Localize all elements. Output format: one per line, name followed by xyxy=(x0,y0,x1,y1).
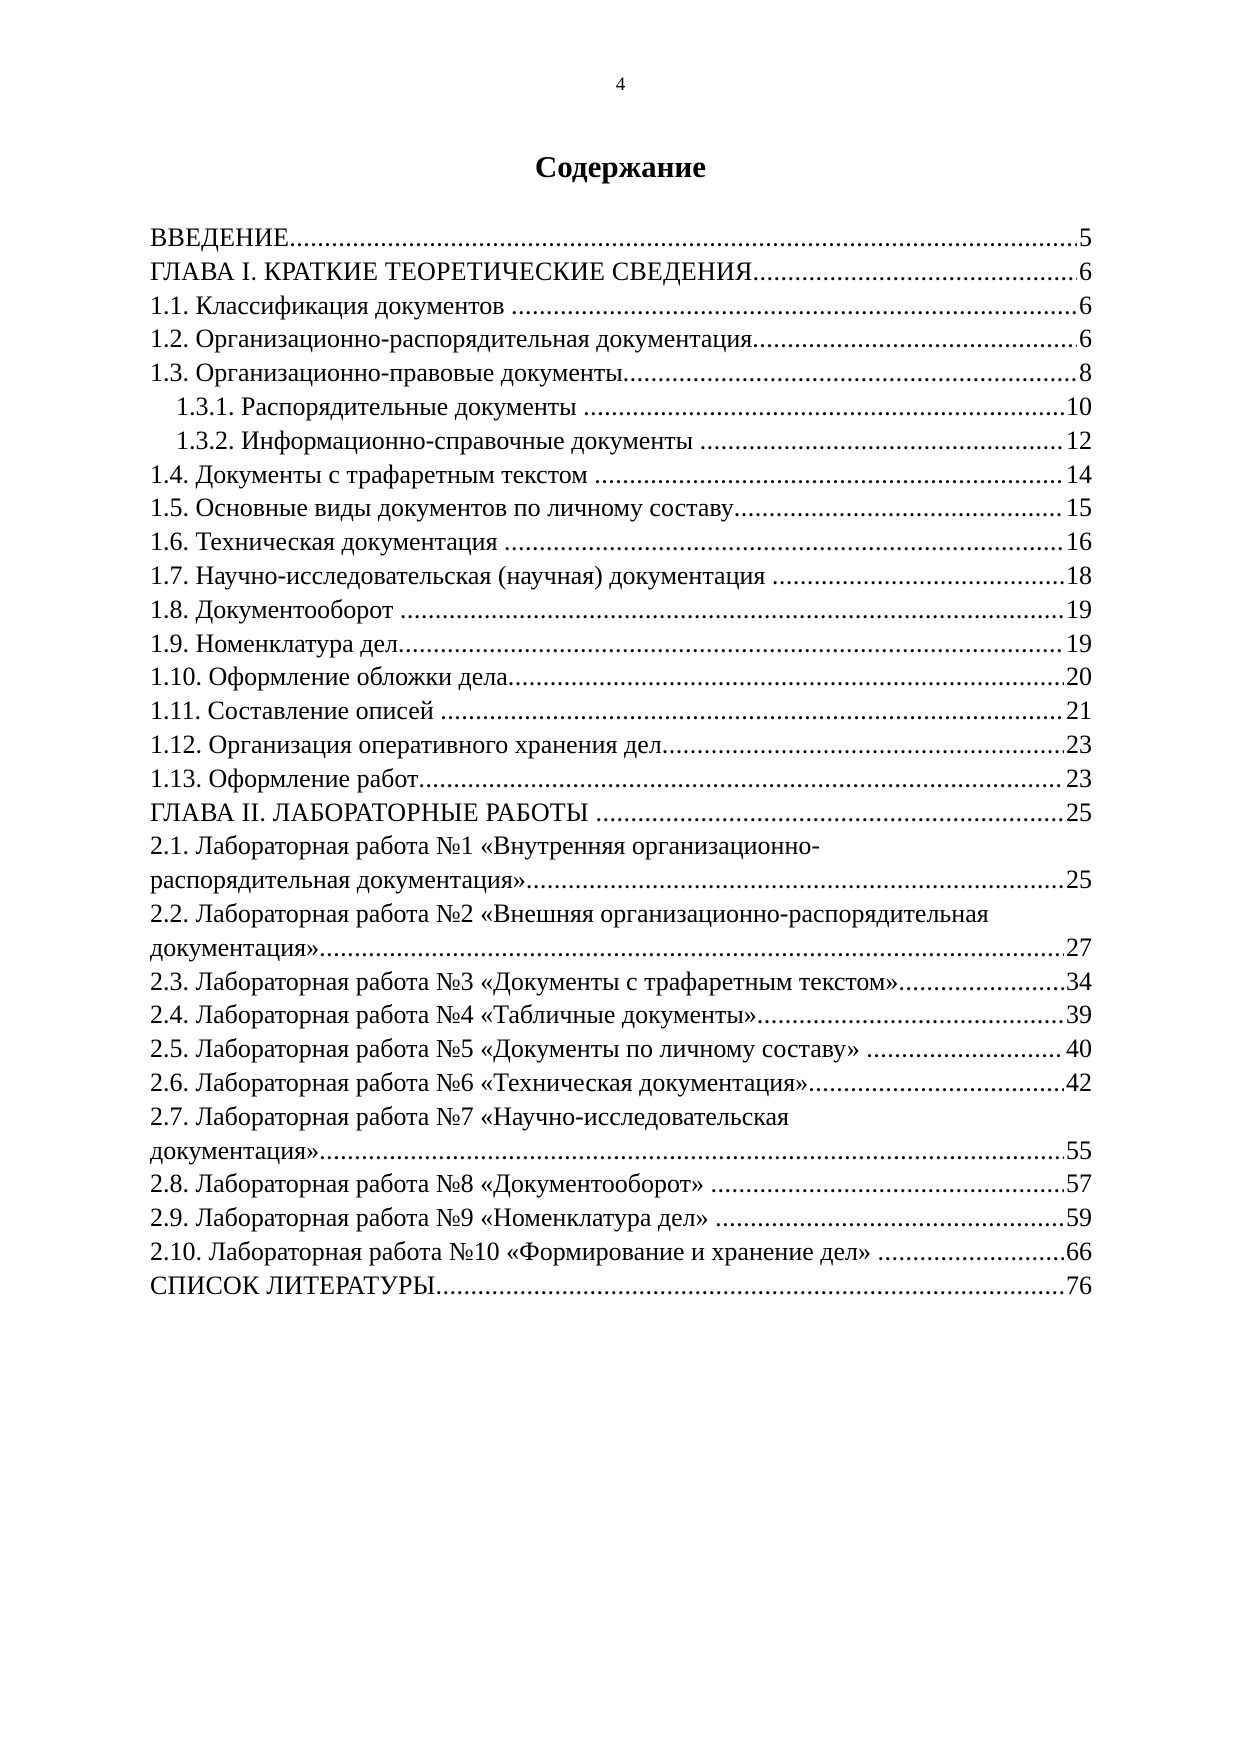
dot-leader xyxy=(400,593,1064,627)
toc-entry-page-number: 6 xyxy=(1079,290,1092,320)
dot-leader xyxy=(711,1167,1065,1201)
toc-line xyxy=(150,796,1092,830)
toc-entry[interactable] xyxy=(150,1269,1092,1303)
toc-entry[interactable] xyxy=(150,1167,1092,1201)
toc-line xyxy=(150,458,1092,492)
toc-entry-title: 1.12. Организация оперативного хранения дел xyxy=(150,729,662,759)
toc-line xyxy=(150,322,1092,356)
toc-entry[interactable] xyxy=(150,1066,1092,1100)
toc-line xyxy=(150,998,1092,1032)
toc-entry-title: 1.11. Составление описей xyxy=(150,696,441,726)
dot-leader xyxy=(319,931,1064,965)
toc-entry[interactable] xyxy=(150,998,1092,1032)
toc-line xyxy=(150,289,1092,323)
toc-line xyxy=(150,1167,1092,1201)
toc-entry-title: 1.2. Организационно-распорядительная документация xyxy=(150,324,753,354)
toc-entry-page-number: 16 xyxy=(1066,527,1092,557)
dot-leader xyxy=(398,627,1064,661)
toc-entry-page-number: 66 xyxy=(1066,1236,1092,1266)
dot-leader xyxy=(526,863,1064,897)
toc-entry-title: 1.13. Оформление работ xyxy=(150,763,419,793)
toc-line xyxy=(150,593,1092,627)
toc-line xyxy=(150,424,1092,458)
toc-line xyxy=(150,1134,1092,1168)
page-number: 4 xyxy=(615,74,626,95)
toc-entry-title: СПИСОК ЛИТЕРАТУРЫ xyxy=(150,1270,436,1300)
toc-entry[interactable] xyxy=(150,762,1092,796)
dot-leader xyxy=(753,255,1077,289)
toc-entry[interactable] xyxy=(150,897,1092,965)
toc-entry-page-number: 8 xyxy=(1079,358,1092,388)
toc-entry[interactable] xyxy=(150,965,1092,999)
toc-line xyxy=(150,255,1092,289)
toc-entry-title: 1.6. Техническая документация xyxy=(150,527,505,557)
toc-entry[interactable] xyxy=(150,390,1092,424)
toc-entry[interactable] xyxy=(150,1100,1092,1168)
toc-entry-page-number: 42 xyxy=(1066,1067,1092,1097)
toc-entry-title: 2.10. Лабораторная работа №10 «Формирование и хранение дел» xyxy=(150,1236,878,1266)
toc-entry-page-number: 18 xyxy=(1066,560,1092,590)
toc-entry-title: документация» xyxy=(150,1135,320,1165)
dot-leader xyxy=(511,289,1077,323)
toc-entry-title: распорядительная документация» xyxy=(150,865,526,895)
toc-entry-page-number: 40 xyxy=(1066,1034,1092,1064)
toc-line xyxy=(150,965,1092,999)
dot-leader xyxy=(752,322,1077,356)
toc-entry-title: 2.6. Лабораторная работа №6 «Техническая документация» xyxy=(150,1067,809,1097)
dot-leader xyxy=(623,356,1077,390)
toc-line xyxy=(150,525,1092,559)
toc-line xyxy=(150,627,1092,661)
toc-entry[interactable] xyxy=(150,322,1092,356)
toc-entry-title: ГЛАВА I. КРАТКИЕ ТЕОРЕТИЧЕСКИЕ СВЕДЕНИЯ xyxy=(150,256,753,286)
dot-leader xyxy=(594,458,1064,492)
toc-entry-page-number: 10 xyxy=(1066,391,1092,421)
page-title: Содержание xyxy=(534,149,707,184)
dot-leader xyxy=(440,694,1064,728)
toc-entry[interactable] xyxy=(150,728,1092,762)
table-of-contents xyxy=(150,221,1092,1303)
toc-line xyxy=(150,931,1092,965)
toc-line xyxy=(150,559,1092,593)
toc-line xyxy=(150,390,1092,424)
toc-entry-page-number: 57 xyxy=(1066,1169,1092,1199)
toc-entry[interactable] xyxy=(150,255,1092,289)
dot-leader xyxy=(435,1269,1064,1303)
toc-entry-title: 2.9. Лабораторная работа №9 «Номенклатура дел» xyxy=(150,1203,716,1233)
toc-entry[interactable] xyxy=(150,1201,1092,1235)
dot-leader xyxy=(772,559,1064,593)
toc-entry-title: 1.3.1. Распорядительные документы xyxy=(176,391,584,421)
toc-entry-page-number: 15 xyxy=(1066,493,1092,523)
toc-entry-title: 1.9. Номенклатура дел xyxy=(150,628,398,658)
toc-entry[interactable] xyxy=(150,356,1092,390)
toc-entry[interactable] xyxy=(150,1235,1092,1269)
toc-entry[interactable] xyxy=(150,221,1092,255)
toc-entry-page-number: 12 xyxy=(1066,425,1092,455)
toc-line xyxy=(150,694,1092,728)
toc-entry-page-number: 21 xyxy=(1066,696,1092,726)
toc-entry-page-number: 39 xyxy=(1066,1000,1092,1030)
toc-entry-title: ГЛАВА II. ЛАБОРАТОРНЫЕ РАБОТЫ xyxy=(150,797,596,827)
toc-entry-page-number: 19 xyxy=(1066,594,1092,624)
toc-entry-page-number: 34 xyxy=(1066,966,1092,996)
toc-entry[interactable] xyxy=(150,660,1092,694)
toc-entry[interactable] xyxy=(150,559,1092,593)
toc-entry-title: 2.3. Лабораторная работа №3 «Документы с трафаретным текстом» xyxy=(150,966,899,996)
toc-entry-page-number: 76 xyxy=(1066,1270,1092,1300)
dot-leader xyxy=(808,1066,1064,1100)
toc-line xyxy=(150,1066,1092,1100)
toc-entry[interactable] xyxy=(150,593,1092,627)
toc-line xyxy=(150,1201,1092,1235)
toc-entry[interactable] xyxy=(150,289,1092,323)
toc-entry[interactable] xyxy=(150,796,1092,830)
toc-line xyxy=(150,728,1092,762)
toc-line xyxy=(150,660,1092,694)
dot-leader xyxy=(583,390,1064,424)
toc-entry-title: документация» xyxy=(150,932,320,962)
toc-line xyxy=(150,1032,1092,1066)
toc-entry-title: 1.1. Классификация документов xyxy=(150,290,512,320)
toc-entry-page-number: 23 xyxy=(1066,763,1092,793)
dot-leader xyxy=(508,660,1064,694)
toc-entry[interactable] xyxy=(150,1032,1092,1066)
toc-entry-page-number: 6 xyxy=(1079,256,1092,286)
toc-line xyxy=(150,1269,1092,1303)
toc-entry-title: 2.4. Лабораторная работа №4 «Табличные документы» xyxy=(150,1000,757,1030)
toc-line xyxy=(150,491,1092,525)
toc-entry[interactable] xyxy=(150,491,1092,525)
toc-line xyxy=(150,1235,1092,1269)
toc-entry-title: 1.4. Документы с трафаретным текстом xyxy=(150,459,595,489)
toc-entry-page-number: 55 xyxy=(1066,1135,1092,1165)
toc-entry[interactable] xyxy=(150,829,1092,897)
toc-entry-page-number: 27 xyxy=(1066,932,1092,962)
dot-leader xyxy=(715,1201,1064,1235)
toc-entry-title-first-line: 2.7. Лабораторная работа №7 «Научно-исследовательская xyxy=(150,1101,790,1131)
dot-leader xyxy=(595,796,1064,830)
dot-leader xyxy=(898,965,1064,999)
toc-line xyxy=(150,356,1092,390)
dot-leader xyxy=(757,998,1064,1032)
dot-leader xyxy=(700,424,1064,458)
dot-leader xyxy=(504,525,1064,559)
toc-entry-title: 1.8. Документооборот xyxy=(150,594,400,624)
toc-entry-title: 1.10. Оформление обложки дела xyxy=(150,662,508,692)
toc-entry[interactable] xyxy=(150,458,1092,492)
toc-entry-title: 1.3.2. Информационно-справочные документы xyxy=(176,425,700,455)
toc-entry[interactable] xyxy=(150,694,1092,728)
toc-entry-page-number: 6 xyxy=(1079,324,1092,354)
toc-entry-title: 2.5. Лабораторная работа №5 «Документы по личному составу» xyxy=(150,1034,867,1064)
toc-line xyxy=(150,762,1092,796)
toc-entry[interactable] xyxy=(150,525,1092,559)
toc-entry-page-number: 25 xyxy=(1066,865,1092,895)
dot-leader xyxy=(866,1032,1064,1066)
toc-entry-page-number: 20 xyxy=(1066,662,1092,692)
toc-line xyxy=(150,863,1092,897)
toc-entry-page-number: 59 xyxy=(1066,1203,1092,1233)
toc-entry[interactable] xyxy=(150,627,1092,661)
toc-entry-title: 1.7. Научно-исследовательская (научная) документация xyxy=(150,560,772,590)
toc-entry-title-first-line: 2.1. Лабораторная работа №1 «Внутренняя организационно- xyxy=(150,831,821,861)
toc-entry-page-number: 5 xyxy=(1079,223,1092,252)
dot-leader xyxy=(878,1235,1064,1269)
dot-leader xyxy=(319,1134,1064,1168)
toc-entry-title: ВВЕДЕНИЕ xyxy=(150,223,290,252)
toc-entry-page-number: 14 xyxy=(1066,459,1092,489)
dot-leader xyxy=(662,728,1064,762)
toc-entry-title: 1.5. Основные виды документов по личному составу xyxy=(150,493,734,523)
toc-entry-title-first-line: 2.2. Лабораторная работа №2 «Внешняя организационно-распорядительная xyxy=(150,898,989,928)
toc-line xyxy=(150,221,1092,255)
dot-leader xyxy=(734,491,1064,525)
toc-entry-page-number: 19 xyxy=(1066,628,1092,658)
toc-entry[interactable] xyxy=(150,424,1092,458)
toc-entry-title: 2.8. Лабораторная работа №8 «Документооборот» xyxy=(150,1169,711,1199)
dot-leader xyxy=(289,221,1077,255)
dot-leader xyxy=(418,762,1064,796)
toc-entry-page-number: 25 xyxy=(1066,797,1092,827)
toc-entry-title: 1.3. Организационно-правовые документы xyxy=(150,358,623,388)
toc-entry-page-number: 23 xyxy=(1066,729,1092,759)
